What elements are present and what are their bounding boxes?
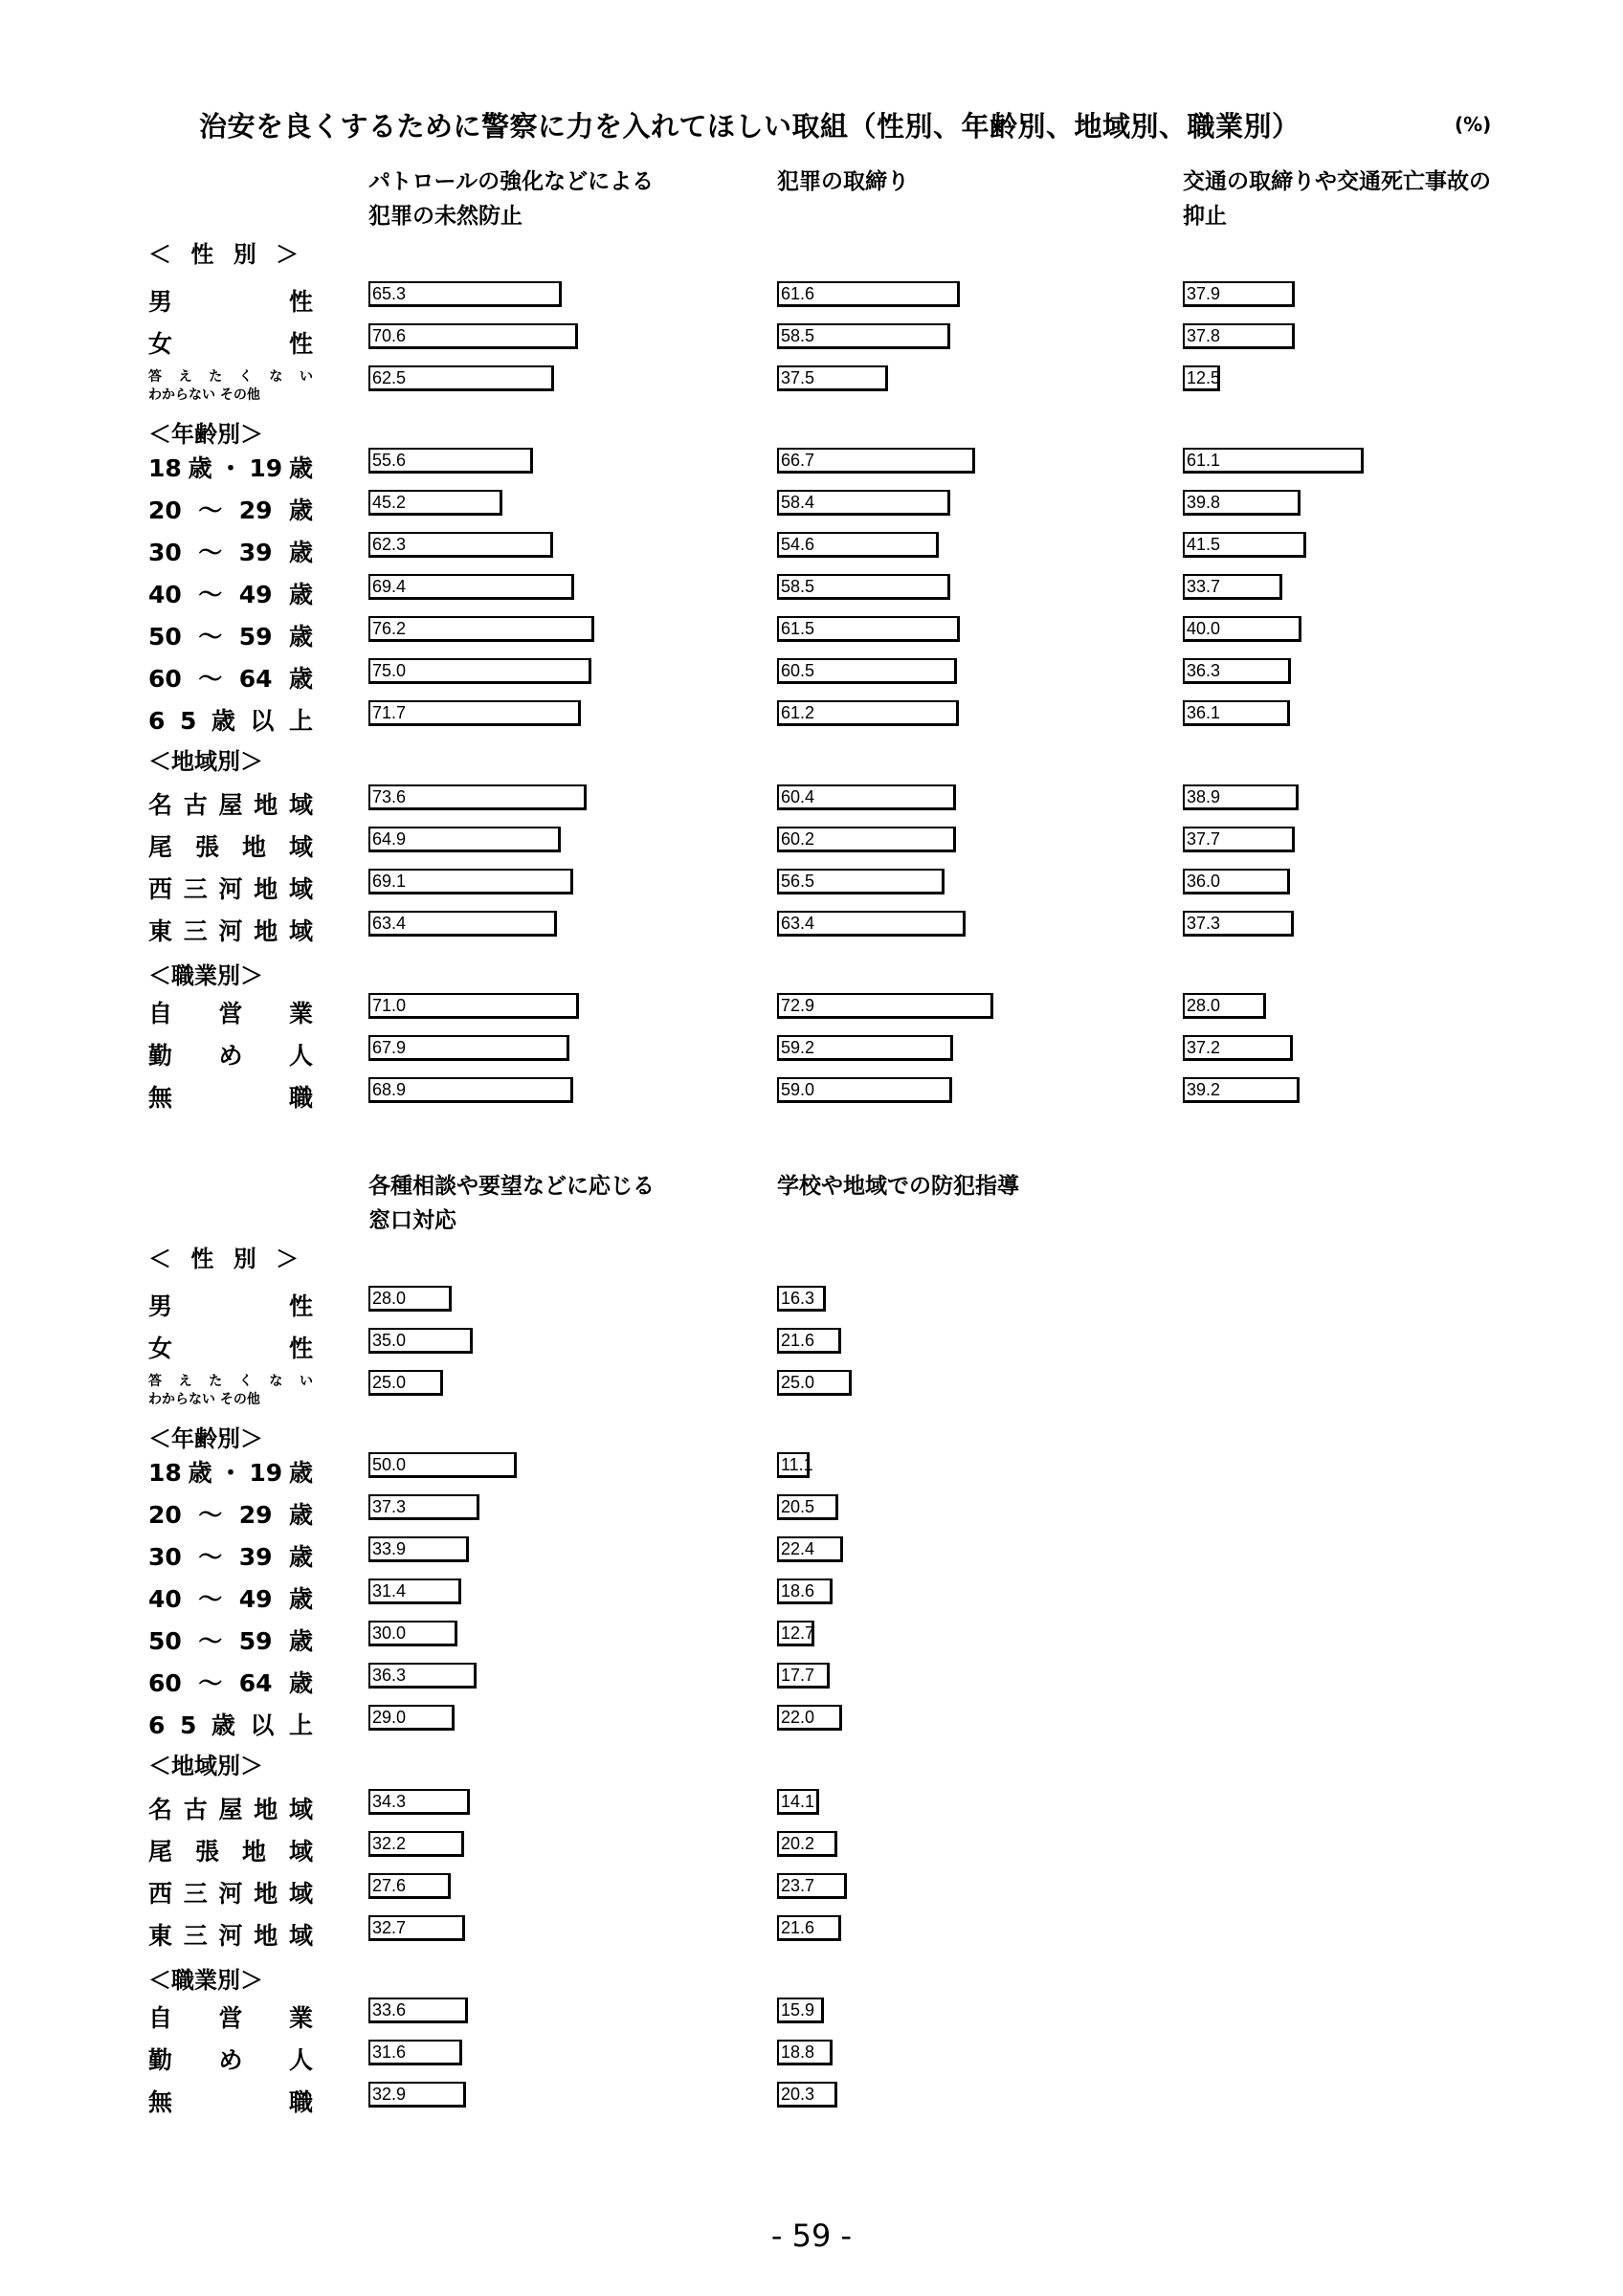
bar-1-1-age50 xyxy=(777,1621,814,1646)
bar-value-label: 60.2 xyxy=(781,829,815,849)
bar-value-label: 56.5 xyxy=(781,872,815,891)
bar-0-0-female xyxy=(368,323,578,349)
bar-0-0-age65 xyxy=(368,700,581,726)
bar-1-1-employed xyxy=(777,2040,833,2065)
bar-value-label: 40.0 xyxy=(1187,619,1221,638)
bar-0-2-owari xyxy=(1183,827,1295,852)
bar-value-label: 67.9 xyxy=(372,1038,407,1057)
row-label-age65: 6 5 歳 以 上 xyxy=(148,707,313,735)
bar-1-1-self xyxy=(777,1998,824,2023)
bar-value-label: 22.4 xyxy=(781,1539,815,1558)
bar-0-0-owari xyxy=(368,827,561,852)
bar-value-label: 75.0 xyxy=(372,661,407,680)
bar-value-label: 34.3 xyxy=(372,1792,407,1811)
bar-1-0-nishimikawa xyxy=(368,1873,451,1899)
bar-0-1-owari xyxy=(777,827,956,852)
bar-value-label: 61.2 xyxy=(781,703,815,722)
bar-value-label: 59.2 xyxy=(781,1038,815,1057)
row-label-other xyxy=(148,1372,313,1410)
bar-value-label: 50.0 xyxy=(372,1455,407,1474)
column-header: 学校や地域での防犯指導 xyxy=(777,1174,1019,1199)
bar-value-label: 71.7 xyxy=(372,703,407,722)
bar-1-0-unemployed xyxy=(368,2082,466,2108)
bar-value-label: 63.4 xyxy=(781,914,815,933)
bar-0-2-age50 xyxy=(1183,616,1301,642)
row-label-nagoya: 名 古 屋 地 域 xyxy=(148,791,313,819)
group-label-gender: ＜ 性 別 ＞ xyxy=(148,1246,305,1272)
bar-value-label: 35.0 xyxy=(372,1331,407,1350)
bar-0-1-higashimikawa xyxy=(777,911,966,937)
bar-value-label: 55.6 xyxy=(372,451,407,470)
group-label-age: ＜年齢別＞ xyxy=(148,421,263,448)
bar-value-label: 32.9 xyxy=(372,2085,407,2104)
bar-value-label: 69.4 xyxy=(372,577,407,596)
row-label-self: 自 営 業 xyxy=(148,1000,313,1027)
bar-value-label: 36.3 xyxy=(372,1666,407,1685)
bar-value-label: 21.6 xyxy=(781,1918,815,1937)
bar-0-0-age60 xyxy=(368,658,591,684)
bar-value-label: 18.6 xyxy=(781,1581,815,1601)
bar-value-label: 37.3 xyxy=(1187,914,1221,933)
bar-value-label: 37.3 xyxy=(372,1497,407,1516)
row-label-male: 男 性 xyxy=(148,1292,313,1320)
row-label-age20: 20 ～ 29 歳 xyxy=(148,497,313,524)
bar-value-label: 20.3 xyxy=(781,2085,815,2104)
bar-value-label: 61.6 xyxy=(781,284,815,303)
row-label-employed: 勤 め 人 xyxy=(148,2046,313,2074)
column-header: 各種相談や要望などに応じる 窓口対応 xyxy=(368,1174,655,1233)
bar-value-label: 12.5 xyxy=(1187,368,1221,387)
bar-value-label: 25.0 xyxy=(781,1373,815,1392)
bar-0-0-nagoya xyxy=(368,784,587,810)
bar-value-label: 38.9 xyxy=(1187,787,1221,806)
bar-value-label: 23.7 xyxy=(781,1876,815,1895)
bar-value-label: 58.5 xyxy=(781,577,815,596)
bar-1-1-nagoya xyxy=(777,1789,819,1815)
bar-0-2-other xyxy=(1183,365,1220,391)
bar-1-1-age30 xyxy=(777,1536,843,1562)
bar-0-2-age65 xyxy=(1183,700,1290,726)
row-label-age18: 18 歳 ・ 19 歳 xyxy=(148,1459,313,1487)
bar-value-label: 39.8 xyxy=(1187,493,1221,512)
bar-0-1-employed xyxy=(777,1035,953,1061)
bar-0-2-age18 xyxy=(1183,448,1364,474)
bar-1-1-higashimikawa xyxy=(777,1915,841,1941)
bar-1-0-nagoya xyxy=(368,1789,470,1815)
row-label-age30: 30 ～ 39 歳 xyxy=(148,539,313,566)
bar-value-label: 68.9 xyxy=(372,1080,407,1099)
group-label-occupation: ＜職業別＞ xyxy=(148,962,263,989)
row-label-age60: 60 ～ 64 歳 xyxy=(148,665,313,693)
bar-value-label: 18.8 xyxy=(781,2042,815,2062)
row-label-age20: 20 ～ 29 歳 xyxy=(148,1501,313,1529)
row-label-owari: 尾 張 地 域 xyxy=(148,1838,313,1866)
bar-0-1-age20 xyxy=(777,490,950,516)
bar-value-label: 70.6 xyxy=(372,326,407,345)
bar-value-label: 29.0 xyxy=(372,1708,407,1727)
bar-value-label: 66.7 xyxy=(781,451,815,470)
row-label-age30: 30 ～ 39 歳 xyxy=(148,1543,313,1571)
bar-0-2-nagoya xyxy=(1183,784,1299,810)
column-header: 交通の取締りや交通死亡事故の 抑止 xyxy=(1183,169,1491,229)
row-label-age40: 40 ～ 49 歳 xyxy=(148,581,313,608)
row-label-line2: わからない その他 xyxy=(148,1392,260,1407)
page-number: - 59 - xyxy=(770,2218,853,2254)
page-title: 治安を良くするために警察に力を入れてほしい取組（性別、年齢別、地域別、職業別） xyxy=(199,110,1301,143)
bar-0-0-nishimikawa xyxy=(368,869,573,894)
bar-value-label: 33.6 xyxy=(372,2000,407,2020)
bar-1-1-other xyxy=(777,1370,852,1396)
row-label-self: 自 営 業 xyxy=(148,2004,313,2032)
bar-0-0-age20 xyxy=(368,490,502,516)
bar-1-1-age60 xyxy=(777,1663,830,1689)
bar-0-1-nagoya xyxy=(777,784,956,810)
bar-value-label: 73.6 xyxy=(372,787,407,806)
bar-0-2-unemployed xyxy=(1183,1077,1300,1103)
row-label-male: 男 性 xyxy=(148,288,313,316)
row-label-line1: 答 え た く な い xyxy=(148,1374,313,1389)
bar-0-0-unemployed xyxy=(368,1077,573,1103)
bar-0-2-self xyxy=(1183,993,1266,1019)
bar-value-label: 31.6 xyxy=(372,2042,407,2062)
unit-label: (%) xyxy=(1455,113,1492,136)
bar-value-label: 31.4 xyxy=(372,1581,407,1601)
bar-0-2-male xyxy=(1183,281,1295,307)
bar-value-label: 28.0 xyxy=(372,1289,407,1308)
bar-value-label: 37.2 xyxy=(1187,1038,1221,1057)
group-label-age: ＜年齢別＞ xyxy=(148,1425,263,1452)
bar-0-0-male xyxy=(368,281,562,307)
bar-0-2-age30 xyxy=(1183,532,1306,558)
bar-value-label: 60.5 xyxy=(781,661,815,680)
row-label-age50: 50 ～ 59 歳 xyxy=(148,623,313,651)
bar-1-0-self xyxy=(368,1998,468,2023)
bar-value-label: 11.1 xyxy=(781,1455,813,1474)
bar-value-label: 33.9 xyxy=(372,1539,407,1558)
bar-0-0-age18 xyxy=(368,448,533,474)
row-label-nagoya: 名 古 屋 地 域 xyxy=(148,1796,313,1823)
bar-1-1-unemployed xyxy=(777,2082,837,2108)
bar-value-label: 22.0 xyxy=(781,1708,815,1727)
bar-value-label: 37.7 xyxy=(1187,829,1221,849)
bar-1-1-age40 xyxy=(777,1578,833,1604)
bar-value-label: 15.9 xyxy=(781,2000,815,2020)
bar-value-label: 37.9 xyxy=(1187,284,1221,303)
bar-1-0-owari xyxy=(368,1831,464,1857)
bar-value-label: 41.5 xyxy=(1187,535,1221,554)
bar-1-1-female xyxy=(777,1328,841,1354)
bar-value-label: 54.6 xyxy=(781,535,815,554)
bar-0-1-age40 xyxy=(777,574,950,600)
bar-0-2-nishimikawa xyxy=(1183,869,1290,894)
bar-0-1-unemployed xyxy=(777,1077,952,1103)
row-label-owari: 尾 張 地 域 xyxy=(148,833,313,861)
bar-0-1-age60 xyxy=(777,658,957,684)
bar-1-0-employed xyxy=(368,2040,462,2065)
bar-1-0-higashimikawa xyxy=(368,1915,465,1941)
bar-0-0-age40 xyxy=(368,574,574,600)
bar-0-2-age40 xyxy=(1183,574,1282,600)
bar-1-0-other xyxy=(368,1370,443,1396)
bar-value-label: 45.2 xyxy=(372,493,407,512)
bar-0-0-age50 xyxy=(368,616,594,642)
bar-value-label: 36.3 xyxy=(1187,661,1221,680)
bar-value-label: 33.7 xyxy=(1187,577,1221,596)
bar-1-0-age20 xyxy=(368,1494,479,1520)
bar-value-label: 30.0 xyxy=(372,1623,407,1643)
bar-0-2-female xyxy=(1183,323,1295,349)
bar-1-0-female xyxy=(368,1328,473,1354)
bar-0-1-age30 xyxy=(777,532,939,558)
bar-value-label: 64.9 xyxy=(372,829,407,849)
bar-value-label: 37.8 xyxy=(1187,326,1221,345)
row-label-unemployed: 無 職 xyxy=(148,2088,313,2116)
bar-1-0-age60 xyxy=(368,1663,477,1689)
bar-value-label: 20.2 xyxy=(781,1834,815,1853)
row-label-employed: 勤 め 人 xyxy=(148,1042,313,1070)
bar-value-label: 71.0 xyxy=(372,996,407,1015)
bar-1-0-male xyxy=(368,1286,452,1312)
bar-1-0-age50 xyxy=(368,1621,457,1646)
bar-0-1-age50 xyxy=(777,616,960,642)
bar-value-label: 58.5 xyxy=(781,326,815,345)
bar-value-label: 25.0 xyxy=(372,1373,407,1392)
row-label-age65: 6 5 歳 以 上 xyxy=(148,1711,313,1739)
bar-0-1-other xyxy=(777,365,888,391)
bar-0-1-age18 xyxy=(777,448,975,474)
row-label-higashimikawa: 東 三 河 地 域 xyxy=(148,1922,313,1950)
bar-0-1-nishimikawa xyxy=(777,869,945,894)
bar-0-1-age65 xyxy=(777,700,959,726)
bar-0-0-employed xyxy=(368,1035,569,1061)
bar-value-label: 37.5 xyxy=(781,368,815,387)
bar-value-label: 72.9 xyxy=(781,996,815,1015)
bar-value-label: 62.5 xyxy=(372,368,407,387)
row-label-age18: 18 歳 ・ 19 歳 xyxy=(148,454,313,482)
bar-value-label: 61.1 xyxy=(1187,451,1221,470)
bar-value-label: 60.4 xyxy=(781,787,815,806)
row-label-female: 女 性 xyxy=(148,330,313,358)
bar-value-label: 62.3 xyxy=(372,535,407,554)
bar-1-1-male xyxy=(777,1286,826,1312)
row-label-higashimikawa: 東 三 河 地 域 xyxy=(148,917,313,945)
bar-value-label: 39.2 xyxy=(1187,1080,1221,1099)
row-label-other xyxy=(148,367,313,406)
bar-value-label: 32.2 xyxy=(372,1834,407,1853)
column-header: 犯罪の取締り xyxy=(777,169,909,194)
bar-1-1-age65 xyxy=(777,1705,842,1731)
bar-value-label: 59.0 xyxy=(781,1080,815,1099)
bar-0-1-self xyxy=(777,993,993,1019)
bar-value-label: 63.4 xyxy=(372,914,407,933)
row-label-age50: 50 ～ 59 歳 xyxy=(148,1627,313,1655)
group-label-gender: ＜ 性 別 ＞ xyxy=(148,241,305,268)
bar-1-1-nishimikawa xyxy=(777,1873,847,1899)
bar-value-label: 32.7 xyxy=(372,1918,407,1937)
group-label-region: ＜地域別＞ xyxy=(148,1753,263,1779)
row-label-line2: わからない その他 xyxy=(148,387,260,403)
bar-0-1-female xyxy=(777,323,950,349)
row-label-age40: 40 ～ 49 歳 xyxy=(148,1585,313,1613)
bar-0-2-employed xyxy=(1183,1035,1293,1061)
bar-value-label: 36.1 xyxy=(1187,703,1221,722)
bar-value-label: 14.1 xyxy=(781,1792,815,1811)
bar-0-0-self xyxy=(368,993,579,1019)
bar-1-1-age18 xyxy=(777,1452,813,1478)
bar-value-label: 36.0 xyxy=(1187,872,1221,891)
bar-1-1-age20 xyxy=(777,1494,838,1520)
bar-value-label: 27.6 xyxy=(372,1876,407,1895)
group-label-region: ＜地域別＞ xyxy=(148,748,263,775)
row-label-age60: 60 ～ 64 歳 xyxy=(148,1669,313,1697)
bar-0-0-higashimikawa xyxy=(368,911,557,937)
bar-1-0-age30 xyxy=(368,1536,469,1562)
bar-0-1-male xyxy=(777,281,960,307)
bar-0-0-other xyxy=(368,365,554,391)
bar-1-0-age40 xyxy=(368,1578,461,1604)
bar-1-1-owari xyxy=(777,1831,837,1857)
group-label-occupation: ＜職業別＞ xyxy=(148,1967,263,1994)
bar-value-label: 17.7 xyxy=(781,1666,815,1685)
bar-1-0-age18 xyxy=(368,1452,517,1478)
bar-0-2-age60 xyxy=(1183,658,1291,684)
row-label-female: 女 性 xyxy=(148,1335,313,1362)
row-label-nishimikawa: 西 三 河 地 域 xyxy=(148,1880,313,1908)
bar-value-label: 12.7 xyxy=(781,1623,815,1643)
bar-value-label: 28.0 xyxy=(1187,996,1221,1015)
row-label-nishimikawa: 西 三 河 地 域 xyxy=(148,875,313,903)
row-label-unemployed: 無 職 xyxy=(148,1084,313,1112)
bar-value-label: 65.3 xyxy=(372,284,407,303)
bar-value-label: 21.6 xyxy=(781,1331,815,1350)
bar-value-label: 20.5 xyxy=(781,1497,815,1516)
bar-value-label: 76.2 xyxy=(372,619,407,638)
bar-1-0-age65 xyxy=(368,1705,455,1731)
bar-0-0-age30 xyxy=(368,532,553,558)
bar-0-2-higashimikawa xyxy=(1183,911,1294,937)
column-header: パトロールの強化などによる 犯罪の未然防止 xyxy=(368,169,655,229)
row-label-line1: 答 え た く な い xyxy=(148,369,313,385)
bar-value-label: 58.4 xyxy=(781,493,815,512)
bar-value-label: 61.5 xyxy=(781,619,815,638)
bar-0-2-age20 xyxy=(1183,490,1301,516)
bar-value-label: 16.3 xyxy=(781,1289,815,1308)
bar-value-label: 69.1 xyxy=(372,872,407,891)
